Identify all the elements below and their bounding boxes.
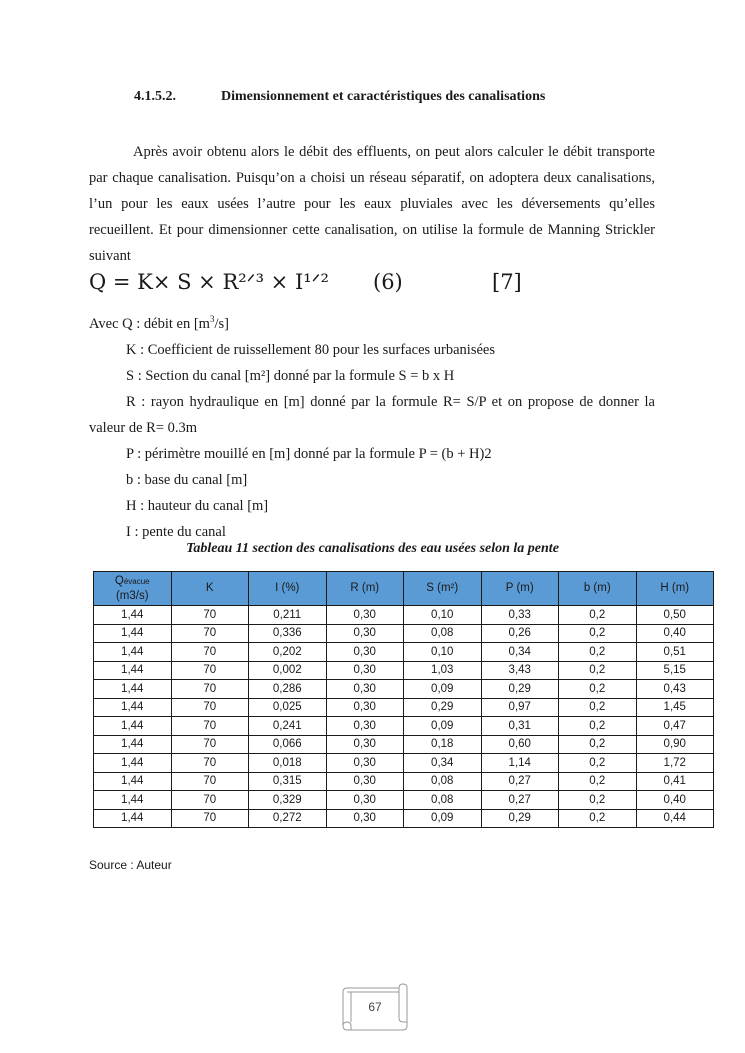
cell-h: 0,51 [636, 643, 714, 662]
definition-i: I : pente du canal [126, 523, 226, 540]
cell-i: 0,336 [249, 624, 327, 643]
cell-b: 0,2 [559, 717, 637, 736]
cell-s: 1,03 [404, 661, 482, 680]
cell-r: 0,30 [326, 698, 404, 717]
table-caption: Tableau 11 section des canalisations des eau usées selon la pente [186, 541, 559, 556]
cell-s: 0,09 [404, 809, 482, 828]
cell-i: 0,329 [249, 791, 327, 810]
header-i: I (%) [249, 572, 327, 606]
intro-paragraph [89, 139, 655, 269]
cell-r: 0,30 [326, 754, 404, 773]
definition-q-exponent: 3 [209, 314, 215, 324]
cell-i: 0,211 [249, 606, 327, 625]
definition-r: R : rayon hydraulique en [m] donné par la formule R= S/P et on propose de donner la valeur de R= 0.3m [89, 393, 655, 436]
cell-b: 0,2 [559, 680, 637, 699]
table-row [94, 717, 714, 736]
cell-q: 1,44 [94, 772, 172, 791]
table-row [94, 809, 714, 828]
header-s: S (m²) [404, 572, 482, 606]
cell-r: 0,30 [326, 772, 404, 791]
page-number-scroll [335, 982, 415, 1032]
cell-r: 0,30 [326, 661, 404, 680]
table-row [94, 606, 714, 625]
cell-i: 0,066 [249, 735, 327, 754]
header-p: P (m) [481, 572, 559, 606]
definition-p: P : périmètre mouillé en [m] donné par la formule P = (b + H)2 [126, 445, 492, 462]
definition-s: S : Section du canal [m²] donné par la formule S = b x H [126, 367, 455, 384]
cell-s: 0,10 [404, 606, 482, 625]
cell-p: 0,33 [481, 606, 559, 625]
table-row [94, 772, 714, 791]
definition-h: H : hauteur du canal [m] [126, 497, 269, 514]
table-row [94, 643, 714, 662]
table-row [94, 698, 714, 717]
cell-h: 0,41 [636, 772, 714, 791]
cell-i: 0,025 [249, 698, 327, 717]
cell-i: 0,202 [249, 643, 327, 662]
table-row [94, 661, 714, 680]
cell-r: 0,30 [326, 809, 404, 828]
cell-q: 1,44 [94, 809, 172, 828]
cell-k: 70 [171, 606, 249, 625]
cell-k: 70 [171, 735, 249, 754]
cell-p: 0,26 [481, 624, 559, 643]
section-heading [134, 89, 545, 105]
cell-b: 0,2 [559, 735, 637, 754]
header-q-sub: évacue [123, 576, 150, 586]
table-row [94, 680, 714, 699]
cell-h: 0,43 [636, 680, 714, 699]
cell-s: 0,09 [404, 680, 482, 699]
cell-p: 0,31 [481, 717, 559, 736]
definition-b: b : base du canal [m] [126, 471, 248, 488]
cell-q: 1,44 [94, 698, 172, 717]
cell-q: 1,44 [94, 754, 172, 773]
cell-p: 0,29 [481, 809, 559, 828]
definition-q [89, 306, 655, 337]
table-body [94, 606, 714, 828]
cell-r: 0,30 [326, 791, 404, 810]
cell-p: 1,14 [481, 754, 559, 773]
cell-k: 70 [171, 680, 249, 699]
cell-k: 70 [171, 661, 249, 680]
cell-b: 0,2 [559, 698, 637, 717]
cell-q: 1,44 [94, 735, 172, 754]
cell-h: 0,40 [636, 791, 714, 810]
definitions-list [89, 306, 655, 545]
source-note: Source : Auteur [89, 858, 172, 872]
cell-b: 0,2 [559, 791, 637, 810]
cell-k: 70 [171, 772, 249, 791]
header-q-main: Q [114, 574, 124, 587]
cell-h: 5,15 [636, 661, 714, 680]
cell-h: 0,50 [636, 606, 714, 625]
cell-i: 0,018 [249, 754, 327, 773]
cell-b: 0,2 [559, 606, 637, 625]
cell-s: 0,08 [404, 791, 482, 810]
cell-b: 0,2 [559, 661, 637, 680]
table-row [94, 735, 714, 754]
cell-h: 0,90 [636, 735, 714, 754]
cell-s: 0,10 [404, 643, 482, 662]
cell-h: 0,40 [636, 624, 714, 643]
cell-r: 0,30 [326, 643, 404, 662]
cell-s: 0,34 [404, 754, 482, 773]
cell-k: 70 [171, 754, 249, 773]
cell-k: 70 [171, 698, 249, 717]
cell-r: 0,30 [326, 680, 404, 699]
header-k: K [171, 572, 249, 606]
cell-b: 0,2 [559, 624, 637, 643]
section-title: Dimensionnement et caractéristiques des canalisations [221, 89, 546, 104]
formula-number: (6) [373, 270, 403, 294]
table-row [94, 624, 714, 643]
formula-equation: Q = K× S × R²ᐟ³ × I¹ᐟ² [89, 270, 329, 294]
table-row [94, 754, 714, 773]
cell-b: 0,2 [559, 772, 637, 791]
section-number: 4.1.5.2. [134, 89, 176, 104]
cell-p: 0,27 [481, 772, 559, 791]
cell-q: 1,44 [94, 606, 172, 625]
cell-p: 0,34 [481, 643, 559, 662]
cell-q: 1,44 [94, 643, 172, 662]
cell-i: 0,286 [249, 680, 327, 699]
manning-strickler-formula [89, 270, 689, 302]
cell-h: 1,72 [636, 754, 714, 773]
cell-p: 0,97 [481, 698, 559, 717]
cell-p: 0,27 [481, 791, 559, 810]
definition-q-suffix: /s] [214, 315, 229, 332]
cell-i: 0,002 [249, 661, 327, 680]
cell-s: 0,08 [404, 624, 482, 643]
cell-h: 0,44 [636, 809, 714, 828]
table-row [94, 791, 714, 810]
cell-r: 0,30 [326, 717, 404, 736]
header-q-evacue [94, 572, 172, 606]
header-b: b (m) [559, 572, 637, 606]
definition-q-prefix: Avec Q : débit en [m [89, 315, 210, 332]
cell-i: 0,241 [249, 717, 327, 736]
cell-b: 0,2 [559, 754, 637, 773]
cell-k: 70 [171, 717, 249, 736]
cell-s: 0,18 [404, 735, 482, 754]
cell-i: 0,272 [249, 809, 327, 828]
cell-k: 70 [171, 809, 249, 828]
cell-q: 1,44 [94, 717, 172, 736]
cell-q: 1,44 [94, 661, 172, 680]
cell-p: 0,29 [481, 680, 559, 699]
formula-reference: [7] [492, 270, 522, 294]
cell-q: 1,44 [94, 791, 172, 810]
cell-r: 0,30 [326, 606, 404, 625]
cell-r: 0,30 [326, 624, 404, 643]
cell-k: 70 [171, 624, 249, 643]
header-r: R (m) [326, 572, 404, 606]
cell-s: 0,09 [404, 717, 482, 736]
cell-s: 0,08 [404, 772, 482, 791]
cell-q: 1,44 [94, 680, 172, 699]
table-header-row [94, 572, 714, 606]
header-h: H (m) [636, 572, 714, 606]
cell-i: 0,315 [249, 772, 327, 791]
cell-b: 0,2 [559, 643, 637, 662]
cell-k: 70 [171, 643, 249, 662]
canalisation-table [93, 571, 714, 828]
cell-k: 70 [171, 791, 249, 810]
cell-p: 3,43 [481, 661, 559, 680]
cell-h: 0,47 [636, 717, 714, 736]
definition-k: K : Coefficient de ruissellement 80 pour les surfaces urbanisées [126, 341, 495, 358]
cell-b: 0,2 [559, 809, 637, 828]
page-number: 67 [368, 1000, 382, 1014]
cell-q: 1,44 [94, 624, 172, 643]
cell-r: 0,30 [326, 735, 404, 754]
intro-text: Après avoir obtenu alors le débit des effluents, on peut alors calculer le débit transporte par chaque canalisation. Puisqu’on a choisi un réseau séparatif, on adoptera deux canalisations, l’un pour les eaux usées l’autre pour les eaux pluviales avec les déversements qu’elles recueillent. Et pour dimensionner cette canalisation, on utilise la formule de Manning Strickler suivant [89, 144, 655, 264]
cell-h: 1,45 [636, 698, 714, 717]
cell-s: 0,29 [404, 698, 482, 717]
cell-p: 0,60 [481, 735, 559, 754]
header-q-unit: (m3/s) [115, 589, 149, 602]
